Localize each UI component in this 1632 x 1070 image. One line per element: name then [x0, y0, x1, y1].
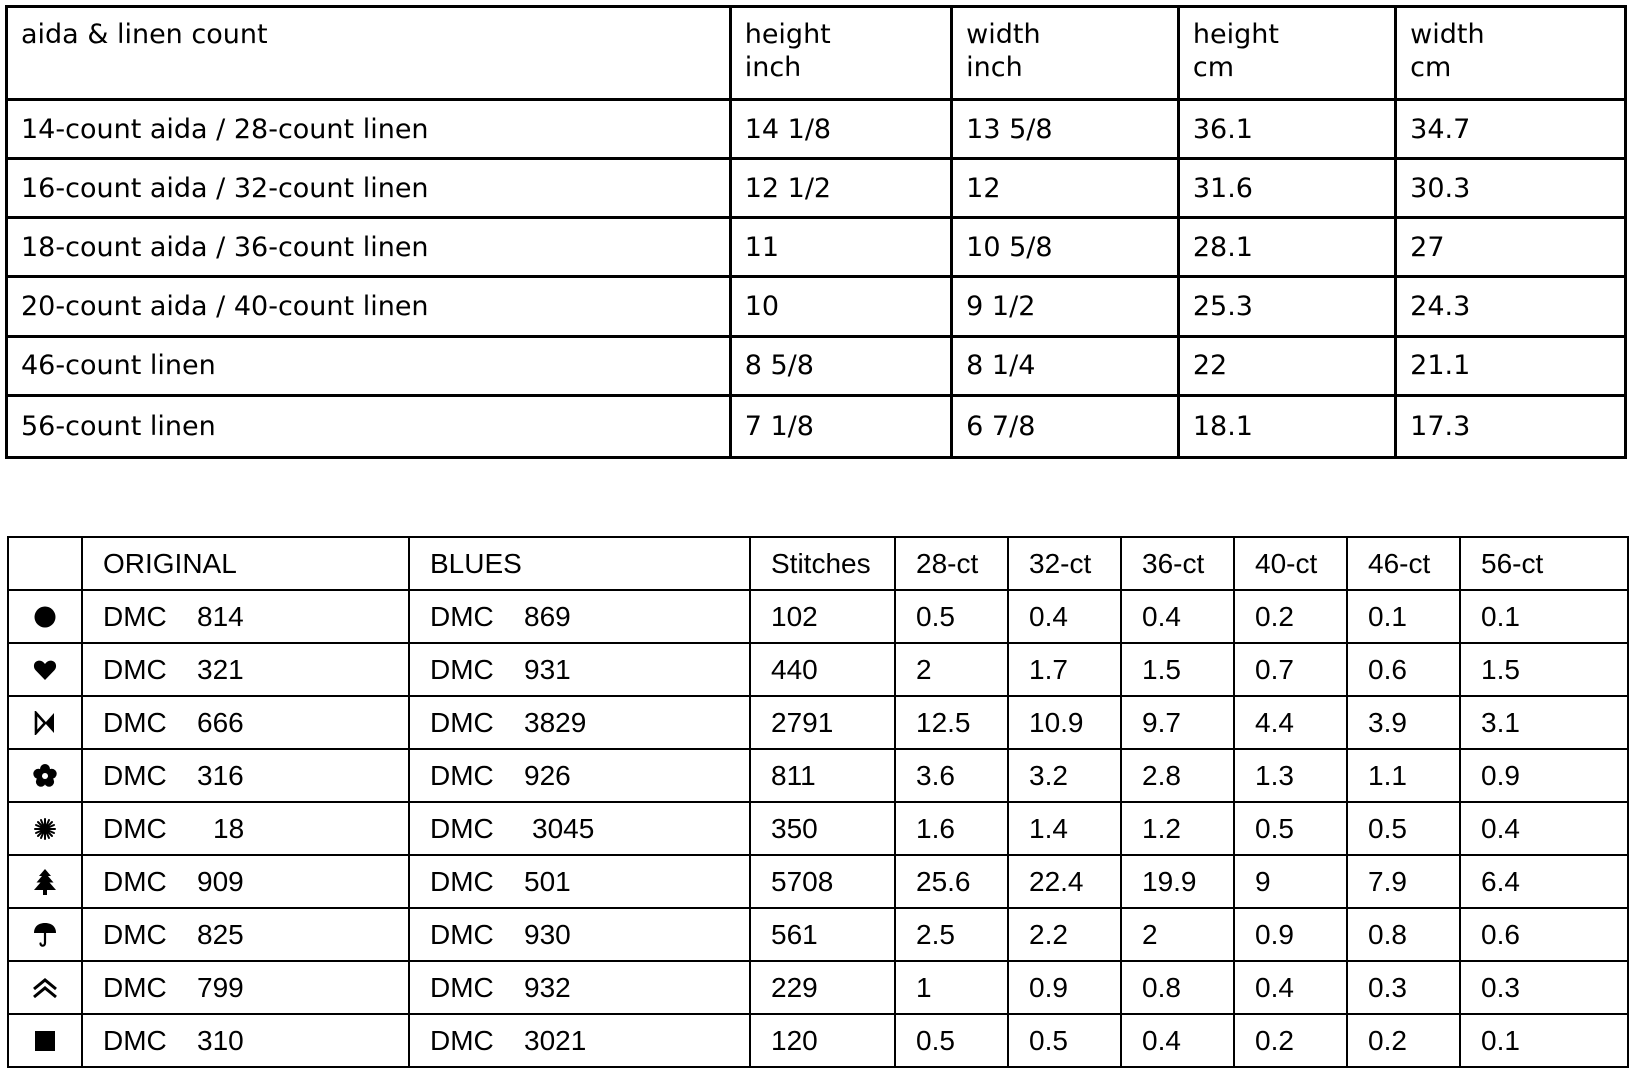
skeins-28ct-cell: 3.6 — [895, 749, 1008, 802]
skeins-28ct-cell: 1 — [895, 961, 1008, 1014]
blues-floss-cell: DMC 932 — [409, 961, 750, 1014]
table-row — [8, 643, 1628, 696]
header-40-ct: 40-ct — [1234, 537, 1347, 590]
skeins-28ct-cell: 0.5 — [895, 1014, 1008, 1067]
table-row — [8, 961, 1628, 1014]
skeins-56ct-cell: 0.1 — [1460, 590, 1628, 643]
skeins-46ct-cell: 0.1 — [1347, 590, 1460, 643]
fabric-count-cell: 20-count aida / 40-count linen — [7, 277, 731, 336]
table-row — [7, 395, 1626, 457]
skeins-32ct-cell: 10.9 — [1008, 696, 1121, 749]
umbrella-icon — [33, 922, 57, 948]
stitches-cell: 5708 — [750, 855, 895, 908]
skeins-36ct-cell: 1.5 — [1121, 643, 1234, 696]
stitches-cell: 561 — [750, 908, 895, 961]
height-inch-cell: 8 5/8 — [730, 336, 951, 395]
skeins-56ct-cell: 0.3 — [1460, 961, 1628, 1014]
skeins-36ct-cell: 19.9 — [1121, 855, 1234, 908]
height-cm-cell: 22 — [1178, 336, 1395, 395]
header-28-ct: 28-ct — [895, 537, 1008, 590]
fabric-count-cell: 16-count aida / 32-count linen — [7, 159, 731, 218]
skeins-40ct-cell: 0.2 — [1234, 590, 1347, 643]
skeins-56ct-cell: 1.5 — [1460, 643, 1628, 696]
skeins-46ct-cell: 0.8 — [1347, 908, 1460, 961]
height-inch-cell: 7 1/8 — [730, 395, 951, 457]
skeins-56ct-cell: 0.6 — [1460, 908, 1628, 961]
header-original: ORIGINAL — [82, 537, 409, 590]
table-row — [8, 1014, 1628, 1067]
header-stitches: Stitches — [750, 537, 895, 590]
height-cm-cell: 28.1 — [1178, 218, 1395, 277]
header-blues: BLUES — [409, 537, 750, 590]
symbol-cell — [8, 696, 82, 749]
skeins-46ct-cell: 0.6 — [1347, 643, 1460, 696]
symbol-cell — [8, 855, 82, 908]
skeins-36ct-cell: 0.4 — [1121, 1014, 1234, 1067]
skeins-32ct-cell: 0.4 — [1008, 590, 1121, 643]
skeins-32ct-cell: 1.7 — [1008, 643, 1121, 696]
skeins-28ct-cell: 25.6 — [895, 855, 1008, 908]
symbol-cell — [8, 643, 82, 696]
table-row — [7, 277, 1626, 336]
skeins-46ct-cell: 3.9 — [1347, 696, 1460, 749]
skeins-46ct-cell: 0.2 — [1347, 1014, 1460, 1067]
stitches-cell: 440 — [750, 643, 895, 696]
blues-floss-cell: DMC 869 — [409, 590, 750, 643]
skeins-40ct-cell: 4.4 — [1234, 696, 1347, 749]
height-inch-cell: 10 — [730, 277, 951, 336]
header-32-ct: 32-ct — [1008, 537, 1121, 590]
header-height-inch: height inch — [730, 7, 951, 100]
skeins-32ct-cell: 2.2 — [1008, 908, 1121, 961]
blues-floss-cell: DMC 3045 — [409, 802, 750, 855]
table-row — [7, 336, 1626, 395]
original-floss-cell: DMC 18 — [82, 802, 409, 855]
skeins-32ct-cell: 0.5 — [1008, 1014, 1121, 1067]
skeins-56ct-cell: 3.1 — [1460, 696, 1628, 749]
blues-floss-cell: DMC 926 — [409, 749, 750, 802]
symbol-cell — [8, 590, 82, 643]
symbol-cell — [8, 961, 82, 1014]
blues-floss-cell: DMC 3829 — [409, 696, 750, 749]
table-row — [8, 590, 1628, 643]
skeins-40ct-cell: 0.2 — [1234, 1014, 1347, 1067]
symbol-cell — [8, 1014, 82, 1067]
skeins-36ct-cell: 0.4 — [1121, 590, 1234, 643]
skeins-32ct-cell: 3.2 — [1008, 749, 1121, 802]
stitches-cell: 229 — [750, 961, 895, 1014]
table-row — [8, 696, 1628, 749]
skeins-36ct-cell: 2 — [1121, 908, 1234, 961]
blues-floss-cell: DMC 930 — [409, 908, 750, 961]
header-height-cm: height cm — [1178, 7, 1395, 100]
header-width-cm: width cm — [1396, 7, 1626, 100]
table-row — [8, 802, 1628, 855]
floss-table-header-row — [8, 537, 1628, 590]
height-inch-cell: 14 1/8 — [730, 99, 951, 158]
symbol-cell — [8, 802, 82, 855]
stitches-cell: 2791 — [750, 696, 895, 749]
skeins-36ct-cell: 1.2 — [1121, 802, 1234, 855]
blues-floss-cell: DMC 501 — [409, 855, 750, 908]
circle-icon — [33, 605, 57, 629]
flower-icon — [33, 764, 57, 788]
skeins-40ct-cell: 9 — [1234, 855, 1347, 908]
width-inch-cell: 6 7/8 — [952, 395, 1179, 457]
width-cm-cell: 24.3 — [1396, 277, 1626, 336]
width-cm-cell: 21.1 — [1396, 336, 1626, 395]
header-56-ct: 56-ct — [1460, 537, 1628, 590]
skeins-32ct-cell: 22.4 — [1008, 855, 1121, 908]
header-fabric-count: aida & linen count — [7, 7, 731, 100]
height-cm-cell: 18.1 — [1178, 395, 1395, 457]
table-row — [8, 855, 1628, 908]
width-cm-cell: 27 — [1396, 218, 1626, 277]
skeins-56ct-cell: 6.4 — [1460, 855, 1628, 908]
skeins-56ct-cell: 0.4 — [1460, 802, 1628, 855]
skeins-46ct-cell: 1.1 — [1347, 749, 1460, 802]
original-floss-cell: DMC 666 — [82, 696, 409, 749]
width-cm-cell: 30.3 — [1396, 159, 1626, 218]
fabric-count-cell: 46-count linen — [7, 336, 731, 395]
height-cm-cell: 25.3 — [1178, 277, 1395, 336]
original-floss-cell: DMC 310 — [82, 1014, 409, 1067]
width-inch-cell: 10 5/8 — [952, 218, 1179, 277]
skeins-32ct-cell: 0.9 — [1008, 961, 1121, 1014]
width-inch-cell: 13 5/8 — [952, 99, 1179, 158]
chevrons-icon — [32, 977, 58, 999]
blues-floss-cell: DMC 931 — [409, 643, 750, 696]
skeins-40ct-cell: 1.3 — [1234, 749, 1347, 802]
original-floss-cell: DMC 799 — [82, 961, 409, 1014]
symbol-cell — [8, 749, 82, 802]
heart-icon — [33, 659, 57, 681]
stitches-cell: 350 — [750, 802, 895, 855]
skeins-46ct-cell: 0.5 — [1347, 802, 1460, 855]
bowtie-icon — [33, 711, 57, 735]
fabric-size-table — [5, 5, 1627, 459]
skeins-36ct-cell: 9.7 — [1121, 696, 1234, 749]
width-cm-cell: 34.7 — [1396, 99, 1626, 158]
blues-floss-cell: DMC 3021 — [409, 1014, 750, 1067]
skeins-28ct-cell: 0.5 — [895, 590, 1008, 643]
width-inch-cell: 12 — [952, 159, 1179, 218]
floss-key-table — [7, 536, 1629, 1068]
skeins-40ct-cell: 0.4 — [1234, 961, 1347, 1014]
tree-icon — [33, 869, 57, 895]
stitches-cell: 811 — [750, 749, 895, 802]
skeins-46ct-cell: 0.3 — [1347, 961, 1460, 1014]
width-inch-cell: 8 1/4 — [952, 336, 1179, 395]
table-row — [8, 908, 1628, 961]
table-row — [8, 749, 1628, 802]
skeins-28ct-cell: 12.5 — [895, 696, 1008, 749]
fabric-count-cell: 14-count aida / 28-count linen — [7, 99, 731, 158]
skeins-56ct-cell: 0.9 — [1460, 749, 1628, 802]
fabric-count-cell: 18-count aida / 36-count linen — [7, 218, 731, 277]
symbol-cell — [8, 908, 82, 961]
skeins-28ct-cell: 1.6 — [895, 802, 1008, 855]
skeins-40ct-cell: 0.5 — [1234, 802, 1347, 855]
height-cm-cell: 36.1 — [1178, 99, 1395, 158]
table-row — [7, 218, 1626, 277]
skeins-32ct-cell: 1.4 — [1008, 802, 1121, 855]
star-icon — [33, 817, 57, 841]
table-row — [7, 159, 1626, 218]
height-cm-cell: 31.6 — [1178, 159, 1395, 218]
size-table-header-row — [7, 7, 1626, 100]
skeins-56ct-cell: 0.1 — [1460, 1014, 1628, 1067]
original-floss-cell: DMC 825 — [82, 908, 409, 961]
original-floss-cell: DMC 814 — [82, 590, 409, 643]
width-inch-cell: 9 1/2 — [952, 277, 1179, 336]
skeins-28ct-cell: 2.5 — [895, 908, 1008, 961]
skeins-40ct-cell: 0.9 — [1234, 908, 1347, 961]
stitches-cell: 120 — [750, 1014, 895, 1067]
skeins-40ct-cell: 0.7 — [1234, 643, 1347, 696]
header-symbol — [8, 537, 82, 590]
fabric-count-cell: 56-count linen — [7, 395, 731, 457]
original-floss-cell: DMC 316 — [82, 749, 409, 802]
original-floss-cell: DMC 909 — [82, 855, 409, 908]
skeins-46ct-cell: 7.9 — [1347, 855, 1460, 908]
stitches-cell: 102 — [750, 590, 895, 643]
header-46-ct: 46-ct — [1347, 537, 1460, 590]
header-36-ct: 36-ct — [1121, 537, 1234, 590]
skeins-28ct-cell: 2 — [895, 643, 1008, 696]
skeins-36ct-cell: 0.8 — [1121, 961, 1234, 1014]
header-width-inch: width inch — [952, 7, 1179, 100]
original-floss-cell: DMC 321 — [82, 643, 409, 696]
height-inch-cell: 11 — [730, 218, 951, 277]
height-inch-cell: 12 1/2 — [730, 159, 951, 218]
width-cm-cell: 17.3 — [1396, 395, 1626, 457]
skeins-36ct-cell: 2.8 — [1121, 749, 1234, 802]
table-row — [7, 99, 1626, 158]
square-icon — [34, 1030, 56, 1052]
